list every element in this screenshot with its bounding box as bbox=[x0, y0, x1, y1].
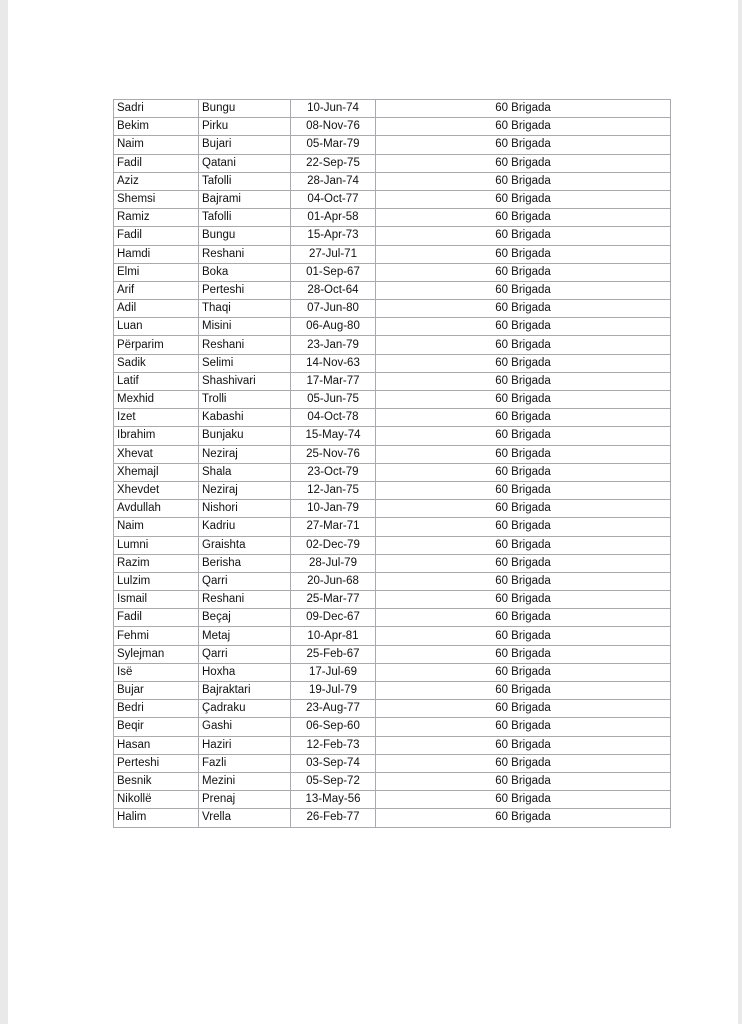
first-name-cell: Fadil bbox=[114, 227, 199, 245]
last-name-cell: Bajraktari bbox=[199, 682, 291, 700]
last-name-cell: Bungu bbox=[199, 100, 291, 118]
last-name-cell: Perteshi bbox=[199, 281, 291, 299]
last-name-cell: Haziri bbox=[199, 736, 291, 754]
birth-date-cell: 15-Apr-73 bbox=[291, 227, 376, 245]
unit-cell: 60 Brigada bbox=[376, 736, 671, 754]
unit-cell: 60 Brigada bbox=[376, 118, 671, 136]
birth-date-cell: 10-Jun-74 bbox=[291, 100, 376, 118]
unit-cell: 60 Brigada bbox=[376, 300, 671, 318]
last-name-cell: Fazli bbox=[199, 754, 291, 772]
first-name-cell: Lumni bbox=[114, 536, 199, 554]
table-row bbox=[114, 736, 671, 754]
birth-date-cell: 15-May-74 bbox=[291, 427, 376, 445]
birth-date-cell: 10-Apr-81 bbox=[291, 627, 376, 645]
first-name-cell: Adil bbox=[114, 300, 199, 318]
table-row bbox=[114, 609, 671, 627]
last-name-cell: Thaqi bbox=[199, 300, 291, 318]
unit-cell: 60 Brigada bbox=[376, 572, 671, 590]
last-name-cell: Beçaj bbox=[199, 609, 291, 627]
table-row bbox=[114, 772, 671, 790]
unit-cell: 60 Brigada bbox=[376, 536, 671, 554]
table-row bbox=[114, 572, 671, 590]
birth-date-cell: 03-Sep-74 bbox=[291, 754, 376, 772]
last-name-cell: Shala bbox=[199, 463, 291, 481]
unit-cell: 60 Brigada bbox=[376, 372, 671, 390]
first-name-cell: Naim bbox=[114, 136, 199, 154]
first-name-cell: Ismail bbox=[114, 591, 199, 609]
table-row bbox=[114, 281, 671, 299]
unit-cell: 60 Brigada bbox=[376, 700, 671, 718]
table-row bbox=[114, 682, 671, 700]
first-name-cell: Xhevat bbox=[114, 445, 199, 463]
table-row bbox=[114, 209, 671, 227]
first-name-cell: Halim bbox=[114, 809, 199, 827]
table-row bbox=[114, 554, 671, 572]
last-name-cell: Berisha bbox=[199, 554, 291, 572]
unit-cell: 60 Brigada bbox=[376, 682, 671, 700]
last-name-cell: Qarri bbox=[199, 645, 291, 663]
last-name-cell: Shashivari bbox=[199, 372, 291, 390]
table-row bbox=[114, 263, 671, 281]
last-name-cell: Tafolli bbox=[199, 209, 291, 227]
first-name-cell: Ibrahim bbox=[114, 427, 199, 445]
unit-cell: 60 Brigada bbox=[376, 591, 671, 609]
last-name-cell: Bungu bbox=[199, 227, 291, 245]
birth-date-cell: 28-Jul-79 bbox=[291, 554, 376, 572]
unit-cell: 60 Brigada bbox=[376, 263, 671, 281]
last-name-cell: Bujari bbox=[199, 136, 291, 154]
last-name-cell: Neziraj bbox=[199, 481, 291, 499]
first-name-cell: Beqir bbox=[114, 718, 199, 736]
table-row bbox=[114, 118, 671, 136]
first-name-cell: Fadil bbox=[114, 154, 199, 172]
unit-cell: 60 Brigada bbox=[376, 609, 671, 627]
first-name-cell: Xhevdet bbox=[114, 481, 199, 499]
birth-date-cell: 09-Dec-67 bbox=[291, 609, 376, 627]
unit-cell: 60 Brigada bbox=[376, 463, 671, 481]
last-name-cell: Gashi bbox=[199, 718, 291, 736]
birth-date-cell: 17-Jul-69 bbox=[291, 663, 376, 681]
birth-date-cell: 05-Sep-72 bbox=[291, 772, 376, 790]
table-row bbox=[114, 172, 671, 190]
birth-date-cell: 04-Oct-77 bbox=[291, 190, 376, 208]
unit-cell: 60 Brigada bbox=[376, 354, 671, 372]
last-name-cell: Graishta bbox=[199, 536, 291, 554]
last-name-cell: Reshani bbox=[199, 245, 291, 263]
last-name-cell: Tafolli bbox=[199, 172, 291, 190]
last-name-cell: Çadraku bbox=[199, 700, 291, 718]
last-name-cell: Mezini bbox=[199, 772, 291, 790]
birth-date-cell: 17-Mar-77 bbox=[291, 372, 376, 390]
unit-cell: 60 Brigada bbox=[376, 336, 671, 354]
birth-date-cell: 25-Feb-67 bbox=[291, 645, 376, 663]
unit-cell: 60 Brigada bbox=[376, 318, 671, 336]
first-name-cell: Avdullah bbox=[114, 500, 199, 518]
birth-date-cell: 28-Oct-64 bbox=[291, 281, 376, 299]
table-row bbox=[114, 445, 671, 463]
unit-cell: 60 Brigada bbox=[376, 809, 671, 827]
first-name-cell: Besnik bbox=[114, 772, 199, 790]
first-name-cell: Nikollë bbox=[114, 791, 199, 809]
first-name-cell: Xhemajl bbox=[114, 463, 199, 481]
last-name-cell: Qarri bbox=[199, 572, 291, 590]
birth-date-cell: 10-Jan-79 bbox=[291, 500, 376, 518]
birth-date-cell: 08-Nov-76 bbox=[291, 118, 376, 136]
birth-date-cell: 26-Feb-77 bbox=[291, 809, 376, 827]
unit-cell: 60 Brigada bbox=[376, 172, 671, 190]
first-name-cell: Isë bbox=[114, 663, 199, 681]
unit-cell: 60 Brigada bbox=[376, 245, 671, 263]
table-row bbox=[114, 591, 671, 609]
unit-cell: 60 Brigada bbox=[376, 754, 671, 772]
last-name-cell: Bunjaku bbox=[199, 427, 291, 445]
birth-date-cell: 14-Nov-63 bbox=[291, 354, 376, 372]
birth-date-cell: 19-Jul-79 bbox=[291, 682, 376, 700]
first-name-cell: Razim bbox=[114, 554, 199, 572]
first-name-cell: Sadri bbox=[114, 100, 199, 118]
unit-cell: 60 Brigada bbox=[376, 391, 671, 409]
unit-cell: 60 Brigada bbox=[376, 481, 671, 499]
first-name-cell: Lulzim bbox=[114, 572, 199, 590]
birth-date-cell: 13-May-56 bbox=[291, 791, 376, 809]
table-row bbox=[114, 809, 671, 827]
first-name-cell: Hamdi bbox=[114, 245, 199, 263]
table-row bbox=[114, 245, 671, 263]
first-name-cell: Fadil bbox=[114, 609, 199, 627]
unit-cell: 60 Brigada bbox=[376, 500, 671, 518]
birth-date-cell: 27-Jul-71 bbox=[291, 245, 376, 263]
birth-date-cell: 27-Mar-71 bbox=[291, 518, 376, 536]
birth-date-cell: 05-Mar-79 bbox=[291, 136, 376, 154]
last-name-cell: Prenaj bbox=[199, 791, 291, 809]
last-name-cell: Selimi bbox=[199, 354, 291, 372]
unit-cell: 60 Brigada bbox=[376, 645, 671, 663]
unit-cell: 60 Brigada bbox=[376, 627, 671, 645]
unit-cell: 60 Brigada bbox=[376, 518, 671, 536]
table-row bbox=[114, 500, 671, 518]
birth-date-cell: 12-Jan-75 bbox=[291, 481, 376, 499]
table-row bbox=[114, 463, 671, 481]
birth-date-cell: 04-Oct-78 bbox=[291, 409, 376, 427]
first-name-cell: Izet bbox=[114, 409, 199, 427]
unit-cell: 60 Brigada bbox=[376, 190, 671, 208]
unit-cell: 60 Brigada bbox=[376, 427, 671, 445]
last-name-cell: Boka bbox=[199, 263, 291, 281]
birth-date-cell: 02-Dec-79 bbox=[291, 536, 376, 554]
document-page bbox=[8, 0, 738, 1024]
unit-cell: 60 Brigada bbox=[376, 281, 671, 299]
last-name-cell: Kadriu bbox=[199, 518, 291, 536]
table-row bbox=[114, 336, 671, 354]
first-name-cell: Naim bbox=[114, 518, 199, 536]
first-name-cell: Luan bbox=[114, 318, 199, 336]
first-name-cell: Arif bbox=[114, 281, 199, 299]
first-name-cell: Bujar bbox=[114, 682, 199, 700]
first-name-cell: Ramiz bbox=[114, 209, 199, 227]
birth-date-cell: 05-Jun-75 bbox=[291, 391, 376, 409]
birth-date-cell: 07-Jun-80 bbox=[291, 300, 376, 318]
unit-cell: 60 Brigada bbox=[376, 554, 671, 572]
first-name-cell: Hasan bbox=[114, 736, 199, 754]
table-row bbox=[114, 318, 671, 336]
last-name-cell: Neziraj bbox=[199, 445, 291, 463]
first-name-cell: Bekim bbox=[114, 118, 199, 136]
unit-cell: 60 Brigada bbox=[376, 663, 671, 681]
unit-cell: 60 Brigada bbox=[376, 445, 671, 463]
table-row bbox=[114, 300, 671, 318]
last-name-cell: Trolli bbox=[199, 391, 291, 409]
last-name-cell: Pirku bbox=[199, 118, 291, 136]
roster-table bbox=[113, 99, 671, 828]
table-row bbox=[114, 409, 671, 427]
first-name-cell: Mexhid bbox=[114, 391, 199, 409]
birth-date-cell: 23-Oct-79 bbox=[291, 463, 376, 481]
table-row bbox=[114, 190, 671, 208]
table-row bbox=[114, 663, 671, 681]
table-row bbox=[114, 754, 671, 772]
first-name-cell: Bedri bbox=[114, 700, 199, 718]
table-row bbox=[114, 100, 671, 118]
first-name-cell: Perteshi bbox=[114, 754, 199, 772]
unit-cell: 60 Brigada bbox=[376, 791, 671, 809]
last-name-cell: Bajrami bbox=[199, 190, 291, 208]
first-name-cell: Sylejman bbox=[114, 645, 199, 663]
table-row bbox=[114, 427, 671, 445]
table-row bbox=[114, 154, 671, 172]
first-name-cell: Sadik bbox=[114, 354, 199, 372]
table-row bbox=[114, 718, 671, 736]
unit-cell: 60 Brigada bbox=[376, 154, 671, 172]
birth-date-cell: 28-Jan-74 bbox=[291, 172, 376, 190]
table-row bbox=[114, 645, 671, 663]
table-row bbox=[114, 227, 671, 245]
table-row bbox=[114, 481, 671, 499]
table-row bbox=[114, 136, 671, 154]
birth-date-cell: 06-Aug-80 bbox=[291, 318, 376, 336]
table-row bbox=[114, 354, 671, 372]
table-row bbox=[114, 391, 671, 409]
first-name-cell: Latif bbox=[114, 372, 199, 390]
table-row bbox=[114, 518, 671, 536]
unit-cell: 60 Brigada bbox=[376, 772, 671, 790]
last-name-cell: Metaj bbox=[199, 627, 291, 645]
birth-date-cell: 01-Sep-67 bbox=[291, 263, 376, 281]
table-row bbox=[114, 627, 671, 645]
first-name-cell: Shemsi bbox=[114, 190, 199, 208]
birth-date-cell: 06-Sep-60 bbox=[291, 718, 376, 736]
first-name-cell: Aziz bbox=[114, 172, 199, 190]
birth-date-cell: 25-Mar-77 bbox=[291, 591, 376, 609]
first-name-cell: Përparim bbox=[114, 336, 199, 354]
table-row bbox=[114, 700, 671, 718]
roster-table-body bbox=[114, 100, 671, 828]
birth-date-cell: 20-Jun-68 bbox=[291, 572, 376, 590]
table-row bbox=[114, 791, 671, 809]
last-name-cell: Reshani bbox=[199, 336, 291, 354]
last-name-cell: Vrella bbox=[199, 809, 291, 827]
last-name-cell: Hoxha bbox=[199, 663, 291, 681]
unit-cell: 60 Brigada bbox=[376, 227, 671, 245]
unit-cell: 60 Brigada bbox=[376, 718, 671, 736]
birth-date-cell: 25-Nov-76 bbox=[291, 445, 376, 463]
last-name-cell: Misini bbox=[199, 318, 291, 336]
birth-date-cell: 01-Apr-58 bbox=[291, 209, 376, 227]
birth-date-cell: 23-Jan-79 bbox=[291, 336, 376, 354]
unit-cell: 60 Brigada bbox=[376, 136, 671, 154]
birth-date-cell: 23-Aug-77 bbox=[291, 700, 376, 718]
unit-cell: 60 Brigada bbox=[376, 100, 671, 118]
birth-date-cell: 22-Sep-75 bbox=[291, 154, 376, 172]
unit-cell: 60 Brigada bbox=[376, 209, 671, 227]
last-name-cell: Qatani bbox=[199, 154, 291, 172]
first-name-cell: Elmi bbox=[114, 263, 199, 281]
last-name-cell: Reshani bbox=[199, 591, 291, 609]
birth-date-cell: 12-Feb-73 bbox=[291, 736, 376, 754]
last-name-cell: Kabashi bbox=[199, 409, 291, 427]
first-name-cell: Fehmi bbox=[114, 627, 199, 645]
unit-cell: 60 Brigada bbox=[376, 409, 671, 427]
table-row bbox=[114, 536, 671, 554]
table-row bbox=[114, 372, 671, 390]
last-name-cell: Nishori bbox=[199, 500, 291, 518]
